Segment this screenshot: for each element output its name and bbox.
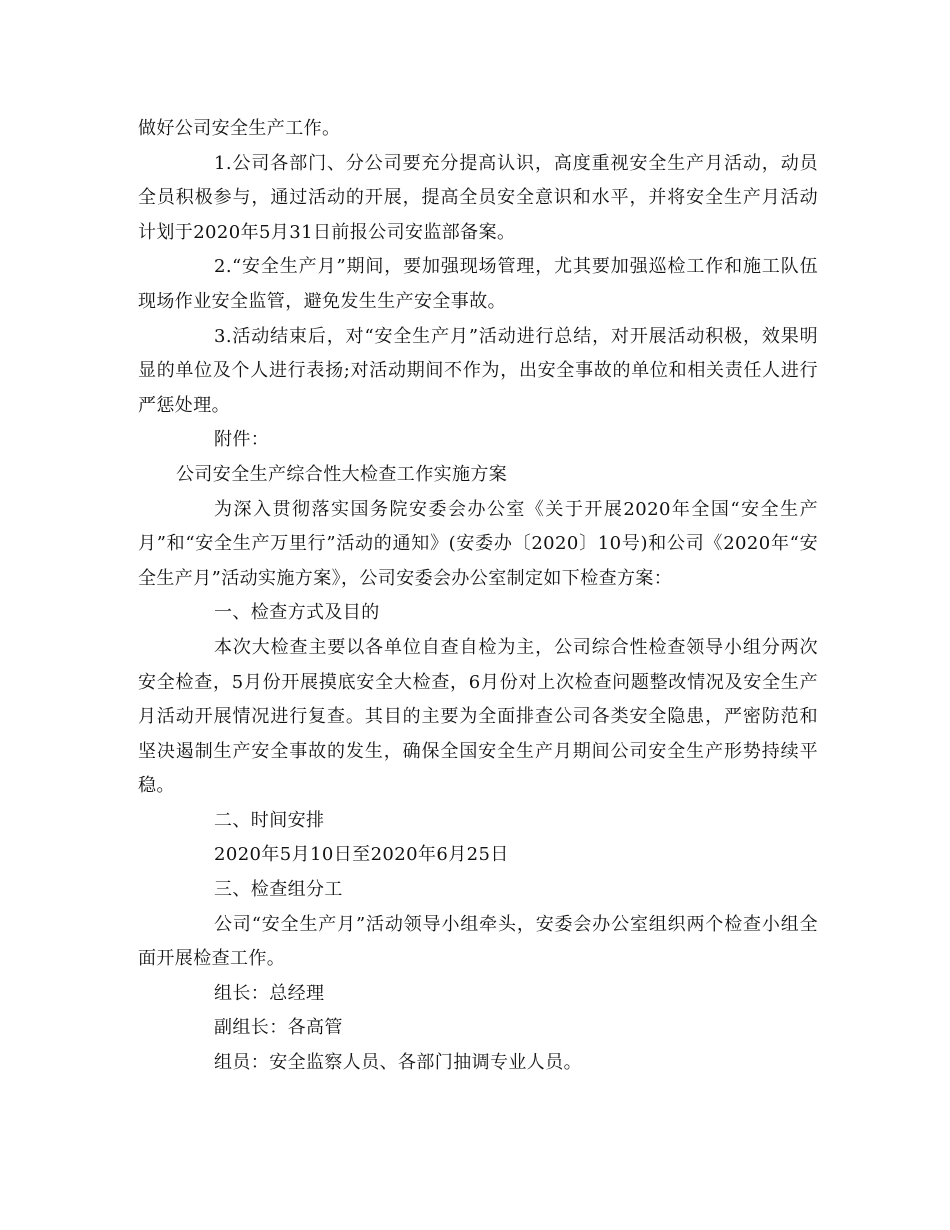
paragraph-item-3: 3.活动结束后，对“安全生产月”活动进行总结，对开展活动积极，效果明显的单位及个人进行表扬;对活动期间不作为，出安全事故的单位和相关责任人进行严惩处理。	[138, 325, 818, 416]
team-members: 组员：安全监察人员、各部门抽调专业人员。	[214, 1052, 582, 1074]
paragraph-method: 本次大检查主要以各单位自查自检为主，公司综合性检查领导小组分两次安全检查，5月份开展摸底安全大检查，6月份对上次检查问题整改情况及安全生产月活动开展情况进行复查。其目的主要为全面排查公司各类安全隐患，严密防范和坚决遏制生产安全事故的发生，确保全国安全生产月期间公司安全生产形势持续平稳。	[138, 636, 818, 797]
section-heading-1: 一、检查方式及目的	[214, 602, 380, 624]
paragraph-item-2: 2.“安全生产月”期间，要加强现场管理，尤其要加强巡检工作和施工队伍现场作业安全监管，避免发生生产安全事故。	[138, 256, 818, 312]
team-leader: 组长：总经理	[214, 982, 325, 1004]
attachment-title: 公司安全生产综合性大检查工作实施方案	[176, 463, 508, 485]
section-heading-2: 二、时间安排	[214, 809, 325, 831]
section-heading-3: 三、检查组分工	[214, 879, 343, 901]
team-deputy-leader: 副组长：各高管	[214, 1017, 343, 1039]
document-body	[138, 112, 818, 1081]
paragraph-item-1: 1.公司各部门、分公司要充分提高认识，高度重视安全生产月活动，动员全员积极参与，通过活动的开展，提高全员安全意识和水平，并将安全生产月活动计划于2020年5月31日前报公司安监部备案。	[138, 152, 818, 243]
paragraph-continuation: 做好公司安全生产工作。	[138, 118, 341, 139]
attachment-label: 附件：	[214, 429, 270, 451]
paragraph-intro: 为深入贯彻落实国务院安委会办公室《关于开展2020年全国“安全生产月”和“安全生产万里行”活动的通知》(安委办〔2020〕10号)和公司《2020年“安全生产月”活动实施方案》，公司安委会办公室制定如下检查方案：	[138, 498, 818, 589]
paragraph-team: 公司“安全生产月”活动领导小组牵头，安委会办公室组织两个检查小组全面开展检查工作。	[138, 913, 818, 970]
paragraph-schedule: 2020年5月10日至2020年6月25日	[214, 844, 509, 866]
